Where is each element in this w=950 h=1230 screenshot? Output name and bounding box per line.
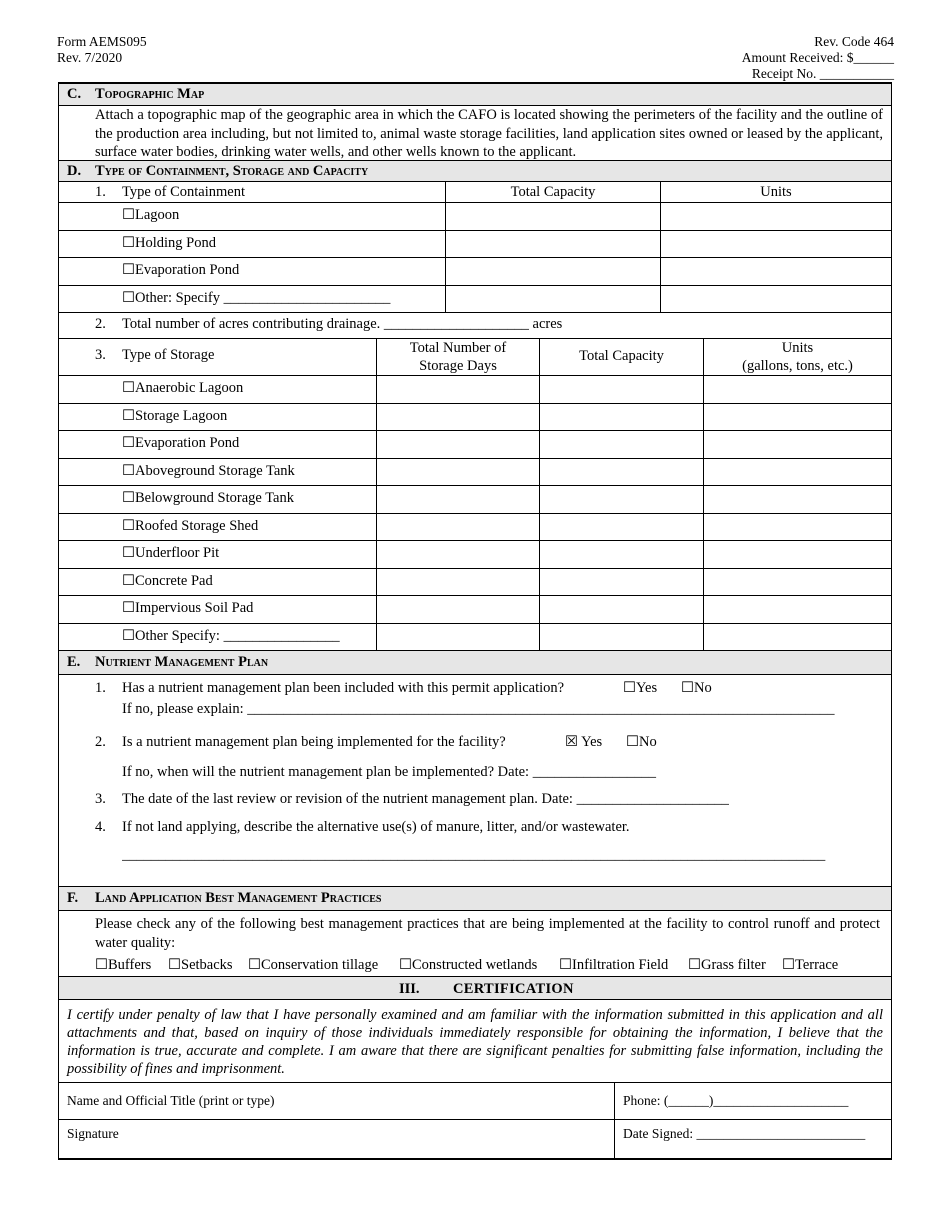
nmp-implemented-question: Is a nutrient management plan being implemented for the facility? [122,734,506,750]
storage-header-days [377,339,539,375]
certification-statement: I certify under penalty of law that I have personally examined and am familiar with the information submitted in this application and all attachments and that, based on inquiry of those individuals immediately responsible for obtaining the information, I believe that the information is true, accurate and complete. I am aware that there are significant penalties for submitting false information, including the possibility of fines and imprisonment. [67,1007,883,1077]
item-number: 1. [95,680,106,696]
storage-option[interactable]: ☐Anaerobic Lagoon [122,380,244,396]
storage-header-days-line1: Total Number of [409,340,507,356]
bmp-constructed-wetlands-checkbox[interactable]: ☐Constructed wetlands [399,957,538,973]
rule [58,674,892,675]
nmp-included-no-checkbox[interactable]: ☐No [681,680,712,696]
rule [58,312,892,313]
rule [58,1082,892,1083]
form-id: Form AEMS095 [57,34,147,49]
section-e-title: Nutrient Management Plan [95,654,269,670]
item-number: 1. [95,184,106,200]
bmp-terrace-checkbox[interactable]: ☐Terrace [782,957,839,973]
amount-received: Amount Received: $______ [741,50,894,65]
col-sep [703,338,704,650]
item-number: 3. [95,791,106,807]
nmp-review-date-field[interactable]: The date of the last review or revision of the nutrient management plan. Date: _____________________ [122,791,729,807]
rule [58,540,892,541]
nmp-implemented-no-checkbox[interactable]: ☐No [626,734,657,750]
section-c-body: Attach a topographic map of the geographic area in which the CAFO is located showing the perimeters of the facility and the outline of the production area including, but not limited to, animal waste storage facilities, land application sites owned or leased by the applicant, surface water bodies, drinking water wells, and other wells known to the applicant. [95,107,883,160]
section-d-title: Type of Containment, Storage and Capacity [95,163,369,179]
rule [58,976,892,977]
nmp-implemented-yes-checkbox[interactable]: ☒ Yes [565,734,603,750]
rule [58,257,892,258]
frame-bottom [58,1158,892,1160]
rule [58,595,892,596]
rule [58,485,892,486]
rule [58,1119,892,1120]
section-c-title: Topographic Map [95,86,205,102]
storage-header-capacity: Total Capacity [579,348,664,364]
date-signed-field[interactable]: Date Signed: _________________________ [623,1126,866,1141]
rule [58,650,892,651]
section-iii-numeral: III. [399,981,420,997]
storage-header-units-line1: Units [781,340,814,356]
storage-option[interactable]: ☐Belowground Storage Tank [122,490,294,506]
storage-option[interactable]: ☐Other Specify: ________________ [122,628,340,644]
rule [58,403,892,404]
rule [58,230,892,231]
storage-option[interactable]: ☐Roofed Storage Shed [122,518,259,534]
bmp-conservation-tillage-checkbox[interactable]: ☐Conservation tillage [248,957,379,973]
item-number: 4. [95,819,106,835]
drainage-acres-field[interactable]: Total number of acres contributing drainage. ____________________ acres [122,316,563,332]
form-header-left [57,34,147,66]
rule [58,285,892,286]
storage-header-units [704,339,891,375]
rule [58,181,892,182]
section-c-letter: C. [67,86,82,102]
bmp-grass-filter-checkbox[interactable]: ☐Grass filter [688,957,766,973]
containment-header-units: Units [760,184,792,200]
storage-option[interactable]: ☐Aboveground Storage Tank [122,463,295,479]
rule [58,568,892,569]
item-number: 2. [95,734,106,750]
name-title-label: Name and Official Title (print or type) [67,1093,275,1108]
nmp-implementation-date-field[interactable]: If no, when will the nutrient management plan be implemented? Date: _________________ [122,764,656,780]
certification-title: CERTIFICATION [453,981,574,997]
item-number: 2. [95,316,106,332]
section-f-body: Please check any of the following best management practices that are being implemented at the facility to control runoff and protect water quality: [95,916,880,951]
rule [58,886,892,887]
bmp-setbacks-checkbox[interactable]: ☐Setbacks [168,957,233,973]
signature-label: Signature [67,1126,119,1141]
form-revision: Rev. 7/2020 [57,50,123,65]
section-e-letter: E. [67,654,81,670]
phone-field[interactable]: Phone: (______)____________________ [623,1093,849,1108]
containment-header-capacity: Total Capacity [510,184,596,200]
frame-right [891,82,892,1159]
alternative-use-question: If not land applying, describe the alternative use(s) of manure, litter, and/or wastewater. [122,819,630,835]
form-header-right [742,34,894,82]
frame-left [58,82,59,1159]
rule [58,430,892,431]
col-sep [614,1082,615,1159]
nmp-included-yes-checkbox[interactable]: ☐Yes [623,680,658,696]
receipt-no: Receipt No. ___________ [751,66,894,81]
section-f-title: Land Application Best Management Practices [95,890,382,906]
containment-header-type: Type of Containment [122,184,246,200]
containment-option[interactable]: ☐Other: Specify _______________________ [122,290,391,306]
rule [58,910,892,911]
rule [58,513,892,514]
rev-code: Rev. Code 464 [814,34,894,49]
storage-option[interactable]: ☐Underfloor Pit [122,545,220,561]
containment-option[interactable]: ☐Holding Pond [122,235,216,251]
containment-option[interactable]: ☐Evaporation Pond [122,262,240,278]
rule [58,623,892,624]
storage-option[interactable]: ☐Concrete Pad [122,573,213,589]
col-sep [376,338,377,650]
storage-header-type: Type of Storage [122,347,215,363]
rule [58,202,892,203]
item-number: 3. [95,347,106,363]
section-d-letter: D. [67,163,82,179]
rule [58,999,892,1000]
storage-header-days-line2: Storage Days [419,358,497,374]
storage-option[interactable]: ☐Impervious Soil Pad [122,600,254,616]
storage-option[interactable]: ☐Evaporation Pond [122,435,240,451]
storage-header-units-line2: (gallons, tons, etc.) [742,358,853,374]
alternative-use-field[interactable]: _________________________________________________________________________________________________ [122,847,826,863]
section-f-letter: F. [67,890,79,906]
rule [58,458,892,459]
col-sep [539,338,540,650]
bmp-infiltration-field-checkbox[interactable]: ☐Infiltration Field [559,957,669,973]
rule [58,375,892,376]
storage-option[interactable]: ☐Storage Lagoon [122,408,228,424]
nmp-explain-field[interactable]: If no, please explain: _________________________________________________________________________________ [122,701,835,717]
containment-option[interactable]: ☐Lagoon [122,207,180,223]
frame-top [58,82,892,84]
bmp-buffers-checkbox[interactable]: ☐Buffers [95,957,152,973]
nmp-included-question: Has a nutrient management plan been included with this permit application? [122,680,565,696]
